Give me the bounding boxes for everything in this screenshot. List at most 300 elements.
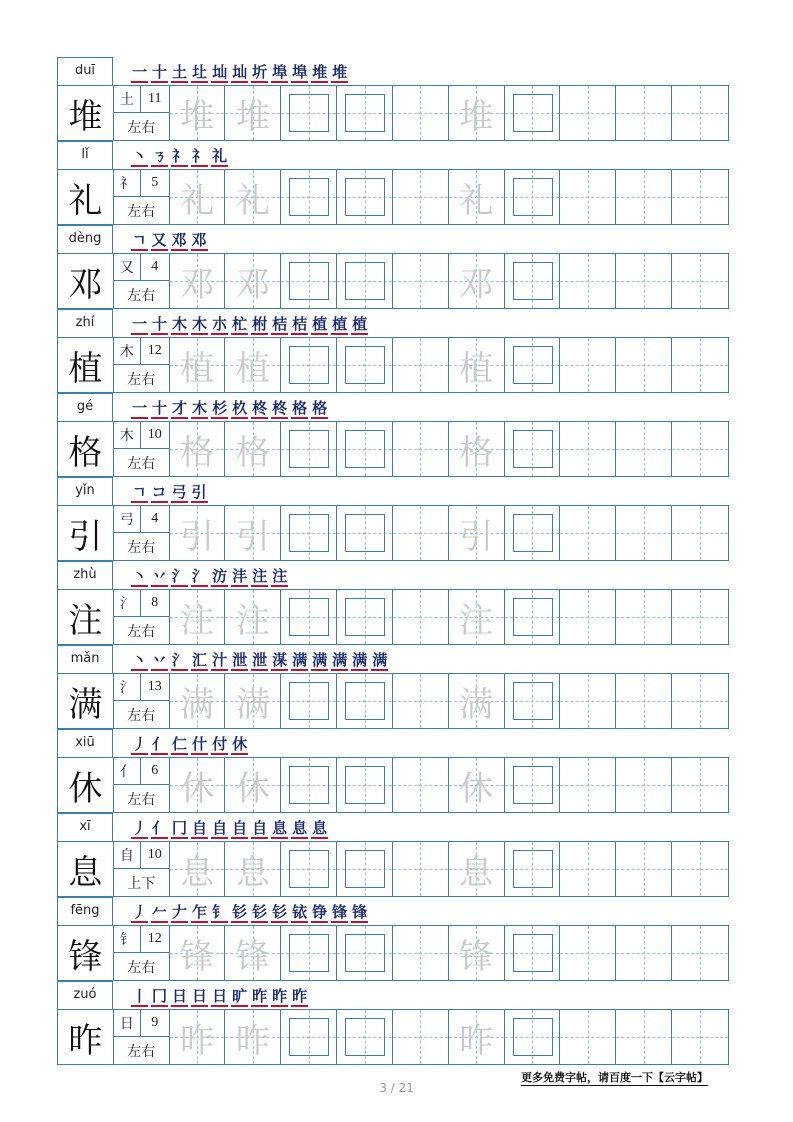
stroke-order	[131, 397, 328, 419]
model-character: 格	[58, 422, 114, 476]
practice-cell[interactable]	[616, 674, 672, 728]
trace-character: 堆	[180, 96, 215, 137]
practice-cell[interactable]	[337, 86, 393, 140]
practice-cell[interactable]	[170, 926, 226, 980]
practice-cell[interactable]	[616, 170, 672, 224]
trace-character: 满	[180, 684, 215, 725]
practice-cell[interactable]	[337, 422, 393, 476]
character-info	[114, 338, 170, 392]
stroke-order	[131, 565, 288, 587]
stroke-step: 日	[192, 987, 208, 1005]
stroke-step: 引	[191, 483, 207, 501]
character-info	[114, 506, 170, 560]
practice-row	[57, 841, 729, 897]
character-entry	[57, 645, 729, 729]
practice-cell[interactable]	[281, 338, 337, 392]
stroke-step: 丿	[132, 903, 148, 921]
practice-cell[interactable]	[449, 338, 505, 392]
practice-cell[interactable]	[225, 170, 281, 224]
stroke-step: 又	[151, 231, 167, 249]
stroke-step: 一	[132, 63, 148, 81]
practice-cell[interactable]	[560, 506, 616, 560]
practice-cell[interactable]	[449, 422, 505, 476]
practice-cell[interactable]	[672, 254, 728, 308]
practice-cell[interactable]	[560, 254, 616, 308]
stroke-step: 堆	[312, 63, 328, 81]
footer-note: 更多免费字帖，请百度一下【云字帖】	[521, 1071, 708, 1084]
practice-cell[interactable]	[560, 926, 616, 980]
inner-writing-box	[345, 934, 385, 972]
inner-writing-box	[513, 94, 553, 132]
model-character: 引	[58, 506, 114, 560]
practice-cell[interactable]	[505, 1010, 561, 1064]
stroke-step: 柎	[252, 315, 268, 333]
practice-cell[interactable]	[505, 338, 561, 392]
stroke-step: 桔	[292, 315, 308, 333]
stroke-step: 泄	[252, 651, 268, 669]
practice-row	[57, 505, 729, 561]
trace-character: 息	[180, 852, 215, 893]
model-character: 锋	[58, 926, 114, 980]
practice-cell[interactable]	[616, 86, 672, 140]
model-character: 息	[58, 842, 114, 896]
stroke-step: 桔	[272, 315, 288, 333]
stroke-step: 礻	[172, 147, 188, 165]
practice-cell[interactable]	[560, 338, 616, 392]
trace-character: 邓	[459, 264, 494, 305]
inner-writing-box	[345, 850, 385, 888]
pinyin-label: fēng	[57, 897, 113, 925]
character-entry	[57, 225, 729, 309]
inner-writing-box	[289, 94, 329, 132]
practice-cell[interactable]	[505, 674, 561, 728]
stroke-order	[131, 145, 228, 167]
inner-writing-box	[513, 178, 553, 216]
stroke-step: 格	[292, 399, 308, 417]
practice-cell[interactable]	[505, 590, 561, 644]
structure-type: 左右	[127, 707, 156, 724]
practice-cell[interactable]	[337, 758, 393, 812]
practice-cell[interactable]	[393, 590, 449, 644]
trace-character: 休	[180, 768, 215, 809]
trace-character: 植	[235, 348, 270, 389]
stroke-order	[131, 901, 368, 923]
character-entry	[57, 309, 729, 393]
trace-character: 昨	[459, 1020, 494, 1061]
stroke-step: 自	[192, 819, 208, 837]
practice-cell[interactable]	[449, 254, 505, 308]
practice-cell[interactable]	[505, 422, 561, 476]
character-info	[114, 86, 170, 140]
pinyin-label: xī	[57, 813, 113, 841]
pinyin-label: dèng	[57, 225, 113, 253]
trace-character: 注	[180, 600, 215, 641]
practice-cell[interactable]	[393, 926, 449, 980]
stroke-step: 亻	[152, 735, 168, 753]
stroke-step: 十	[152, 63, 168, 81]
radical: 礻	[114, 170, 141, 196]
trace-character: 引	[459, 516, 494, 557]
inner-writing-box	[513, 850, 553, 888]
model-character: 礼	[58, 170, 114, 224]
character-entry	[57, 57, 729, 141]
model-character: 昨	[58, 1010, 114, 1064]
practice-cell[interactable]	[505, 842, 561, 896]
practice-cell[interactable]	[560, 1010, 616, 1064]
structure-type: 左右	[127, 791, 156, 808]
practice-cell[interactable]	[337, 506, 393, 560]
character-entry	[57, 477, 729, 561]
practice-cell[interactable]	[281, 590, 337, 644]
practice-cell[interactable]	[672, 338, 728, 392]
trace-character: 锋	[235, 936, 270, 977]
stroke-step: 杉	[212, 399, 228, 417]
stroke-step: 丷	[152, 651, 168, 669]
practice-cell[interactable]	[393, 758, 449, 812]
structure-type: 左右	[127, 203, 156, 220]
practice-cell[interactable]	[672, 170, 728, 224]
stroke-step: 木	[172, 315, 188, 333]
practice-cell[interactable]	[170, 758, 226, 812]
inner-writing-box	[345, 346, 385, 384]
stroke-step: 亻	[152, 819, 168, 837]
model-character: 注	[58, 590, 114, 644]
pinyin-label: zhù	[57, 561, 113, 589]
stroke-step: ㄱ	[132, 231, 147, 249]
stroke-step: 𠂇	[172, 903, 188, 921]
practice-cell[interactable]	[560, 758, 616, 812]
practice-cell[interactable]	[170, 674, 226, 728]
practice-cell[interactable]	[281, 422, 337, 476]
practice-cell[interactable]	[616, 758, 672, 812]
stroke-step: 休	[232, 735, 248, 753]
practice-cell[interactable]	[672, 422, 728, 476]
practice-cell[interactable]	[616, 422, 672, 476]
stroke-order	[131, 733, 248, 755]
practice-cell[interactable]	[505, 254, 561, 308]
inner-writing-box	[289, 766, 329, 804]
structure-type: 左右	[127, 959, 156, 976]
practice-cell[interactable]	[337, 674, 393, 728]
character-info	[114, 254, 170, 308]
practice-cell[interactable]	[449, 506, 505, 560]
stroke-step: 圵	[192, 63, 208, 81]
trace-character: 息	[235, 852, 270, 893]
trace-character: 休	[235, 768, 270, 809]
stroke-step: 日	[212, 987, 228, 1005]
structure-type: 左右	[127, 539, 156, 556]
practice-cell[interactable]	[449, 170, 505, 224]
inner-writing-box	[345, 1018, 385, 1056]
practice-cell[interactable]	[393, 170, 449, 224]
pinyin-label: duī	[57, 57, 113, 85]
practice-cell[interactable]	[449, 842, 505, 896]
structure-type: 左右	[127, 623, 156, 640]
stroke-step: 氵	[192, 567, 208, 585]
stroke-step: 弓	[171, 483, 187, 501]
practice-cell[interactable]	[393, 254, 449, 308]
stroke-count: 4	[151, 259, 159, 274]
trace-character: 休	[459, 768, 494, 809]
practice-cell[interactable]	[170, 254, 226, 308]
practice-cell[interactable]	[616, 926, 672, 980]
practice-cell[interactable]	[449, 86, 505, 140]
practice-cell[interactable]	[225, 1010, 281, 1064]
practice-cell[interactable]	[337, 338, 393, 392]
stroke-step: 满	[372, 651, 388, 669]
stroke-step: 满	[352, 651, 368, 669]
practice-cell[interactable]	[393, 506, 449, 560]
practice-cell[interactable]	[281, 254, 337, 308]
stroke-step: 杧	[232, 315, 248, 333]
practice-cell[interactable]	[616, 338, 672, 392]
stroke-step: 𠂉	[152, 903, 168, 921]
stroke-order	[131, 61, 348, 83]
trace-character: 引	[235, 516, 270, 557]
stroke-step: 满	[312, 651, 328, 669]
practice-cell[interactable]	[225, 506, 281, 560]
stroke-step: 堆	[332, 63, 348, 81]
practice-cell[interactable]	[560, 590, 616, 644]
practice-cell[interactable]	[170, 338, 226, 392]
stroke-step: 昨	[272, 987, 288, 1005]
practice-cell[interactable]	[170, 506, 226, 560]
practice-cell[interactable]	[337, 170, 393, 224]
practice-cell[interactable]	[225, 758, 281, 812]
practice-cell[interactable]	[672, 926, 728, 980]
practice-cell[interactable]	[337, 590, 393, 644]
inner-writing-box	[289, 598, 329, 636]
practice-row	[57, 169, 729, 225]
practice-cell[interactable]	[560, 170, 616, 224]
practice-cell[interactable]	[225, 590, 281, 644]
practice-cell[interactable]	[225, 422, 281, 476]
radical: 自	[114, 842, 141, 868]
practice-cell[interactable]	[281, 758, 337, 812]
practice-cell[interactable]	[170, 86, 226, 140]
practice-cell[interactable]	[337, 254, 393, 308]
practice-cell[interactable]	[505, 758, 561, 812]
stroke-step: 汁	[212, 651, 228, 669]
stroke-step: 一	[132, 399, 148, 417]
trace-character: 礼	[180, 180, 215, 221]
stroke-step: 柊	[252, 399, 268, 417]
stroke-count: 6	[151, 763, 159, 778]
practice-cell[interactable]	[337, 1010, 393, 1064]
practice-cell[interactable]	[560, 674, 616, 728]
stroke-step: コ	[151, 483, 167, 501]
trace-character: 邓	[180, 264, 215, 305]
practice-cell[interactable]	[281, 1010, 337, 1064]
practice-cell[interactable]	[170, 842, 226, 896]
practice-cell[interactable]	[337, 926, 393, 980]
stroke-step: 丨	[132, 987, 148, 1005]
stroke-order	[131, 229, 208, 251]
practice-row	[57, 925, 729, 981]
stroke-step: 乍	[192, 903, 208, 921]
practice-cell[interactable]	[560, 842, 616, 896]
inner-writing-box	[345, 178, 385, 216]
model-character: 植	[58, 338, 114, 392]
practice-sheet	[57, 57, 729, 1065]
stroke-step: 昨	[292, 987, 308, 1005]
stroke-step: 才	[172, 399, 188, 417]
character-entry	[57, 729, 729, 813]
practice-cell[interactable]	[170, 422, 226, 476]
practice-cell[interactable]	[393, 1010, 449, 1064]
practice-cell[interactable]	[225, 338, 281, 392]
practice-cell[interactable]	[225, 254, 281, 308]
inner-writing-box	[513, 430, 553, 468]
practice-cell[interactable]	[616, 1010, 672, 1064]
stroke-count: 13	[147, 679, 162, 694]
pinyin-label: yǐn	[57, 477, 113, 505]
stroke-count: 12	[147, 343, 162, 358]
stroke-step: 朩	[212, 315, 228, 333]
practice-cell[interactable]	[672, 590, 728, 644]
stroke-step: 息	[292, 819, 308, 837]
practice-cell[interactable]	[337, 842, 393, 896]
practice-cell[interactable]	[449, 758, 505, 812]
inner-writing-box	[289, 682, 329, 720]
practice-row	[57, 757, 729, 813]
practice-cell[interactable]	[281, 926, 337, 980]
stroke-step: 满	[332, 651, 348, 669]
stroke-step: 埠	[272, 63, 288, 81]
inner-writing-box	[513, 514, 553, 552]
pinyin-label: zhí	[57, 309, 113, 337]
practice-cell[interactable]	[393, 842, 449, 896]
inner-writing-box	[289, 262, 329, 300]
practice-cell[interactable]	[449, 926, 505, 980]
practice-cell[interactable]	[616, 254, 672, 308]
radical: 土	[114, 86, 141, 112]
trace-character: 锋	[180, 936, 215, 977]
inner-writing-box	[513, 1018, 553, 1056]
pinyin-label: xiū	[57, 729, 113, 757]
practice-cell[interactable]	[672, 758, 728, 812]
radical: 氵	[114, 590, 141, 616]
practice-cell[interactable]	[225, 86, 281, 140]
practice-cell[interactable]	[672, 506, 728, 560]
stroke-step: 钐	[272, 903, 288, 921]
practice-cell[interactable]	[672, 86, 728, 140]
stroke-step: 锋	[332, 903, 348, 921]
practice-cell[interactable]	[672, 674, 728, 728]
practice-cell[interactable]	[393, 86, 449, 140]
stroke-step: 丿	[132, 735, 148, 753]
practice-cell[interactable]	[560, 422, 616, 476]
practice-cell[interactable]	[170, 1010, 226, 1064]
practice-cell[interactable]	[672, 1010, 728, 1064]
structure-type: 左右	[127, 371, 156, 388]
practice-cell[interactable]	[616, 842, 672, 896]
stroke-step: 邓	[191, 231, 207, 249]
practice-row	[57, 337, 729, 393]
practice-cell[interactable]	[616, 590, 672, 644]
practice-cell[interactable]	[560, 86, 616, 140]
stroke-step: 十	[152, 315, 168, 333]
trace-character: 礼	[235, 180, 270, 221]
practice-cell[interactable]	[393, 338, 449, 392]
stroke-step: 植	[352, 315, 368, 333]
practice-cell[interactable]	[281, 842, 337, 896]
inner-writing-box	[289, 514, 329, 552]
inner-writing-box	[513, 346, 553, 384]
practice-cell[interactable]	[281, 86, 337, 140]
practice-cell[interactable]	[393, 422, 449, 476]
practice-cell[interactable]	[281, 506, 337, 560]
inner-writing-box	[345, 766, 385, 804]
practice-cell[interactable]	[672, 842, 728, 896]
stroke-step: 铮	[312, 903, 328, 921]
page-number: 3 / 21	[379, 1081, 414, 1095]
practice-cell[interactable]	[505, 170, 561, 224]
stroke-step: 埠	[292, 63, 308, 81]
practice-cell[interactable]	[449, 674, 505, 728]
structure-type: 左右	[127, 455, 156, 472]
practice-row	[57, 421, 729, 477]
inner-writing-box	[345, 262, 385, 300]
practice-cell[interactable]	[505, 926, 561, 980]
pinyin-label: lǐ	[57, 141, 113, 169]
practice-cell[interactable]	[449, 1010, 505, 1064]
structure-type: 左右	[127, 1043, 156, 1060]
inner-writing-box	[513, 262, 553, 300]
stroke-step: 氵	[172, 567, 188, 585]
inner-writing-box	[345, 598, 385, 636]
trace-character: 格	[459, 432, 494, 473]
stroke-step: 圸	[232, 63, 248, 81]
character-entry	[57, 393, 729, 477]
stroke-step: 木	[192, 315, 208, 333]
stroke-count: 10	[147, 427, 162, 442]
stroke-step: 一	[132, 315, 148, 333]
stroke-step: 注	[272, 567, 288, 585]
trace-character: 堆	[235, 96, 270, 137]
character-entry	[57, 141, 729, 225]
stroke-step: 自	[232, 819, 248, 837]
inner-writing-box	[289, 178, 329, 216]
trace-character: 锋	[459, 936, 494, 977]
practice-cell[interactable]	[225, 926, 281, 980]
stroke-step: 汸	[212, 567, 228, 585]
practice-cell[interactable]	[505, 506, 561, 560]
practice-cell[interactable]	[505, 86, 561, 140]
practice-cell[interactable]	[225, 674, 281, 728]
model-character: 堆	[58, 86, 114, 140]
stroke-step: 日	[172, 987, 188, 1005]
pinyin-label: mǎn	[57, 645, 113, 673]
stroke-step: 十	[152, 399, 168, 417]
practice-cell[interactable]	[225, 842, 281, 896]
practice-cell[interactable]	[281, 674, 337, 728]
practice-cell[interactable]	[281, 170, 337, 224]
stroke-step: 冂	[172, 819, 188, 837]
stroke-step: 息	[312, 819, 328, 837]
practice-cell[interactable]	[616, 506, 672, 560]
practice-row	[57, 85, 729, 141]
practice-cell[interactable]	[449, 590, 505, 644]
practice-cell[interactable]	[170, 590, 226, 644]
trace-character: 注	[235, 600, 270, 641]
practice-cell[interactable]	[170, 170, 226, 224]
trace-character: 植	[180, 348, 215, 389]
practice-cell[interactable]	[393, 674, 449, 728]
stroke-step: 丿	[132, 819, 148, 837]
trace-character: 邓	[235, 264, 270, 305]
stroke-step: 自	[252, 819, 268, 837]
